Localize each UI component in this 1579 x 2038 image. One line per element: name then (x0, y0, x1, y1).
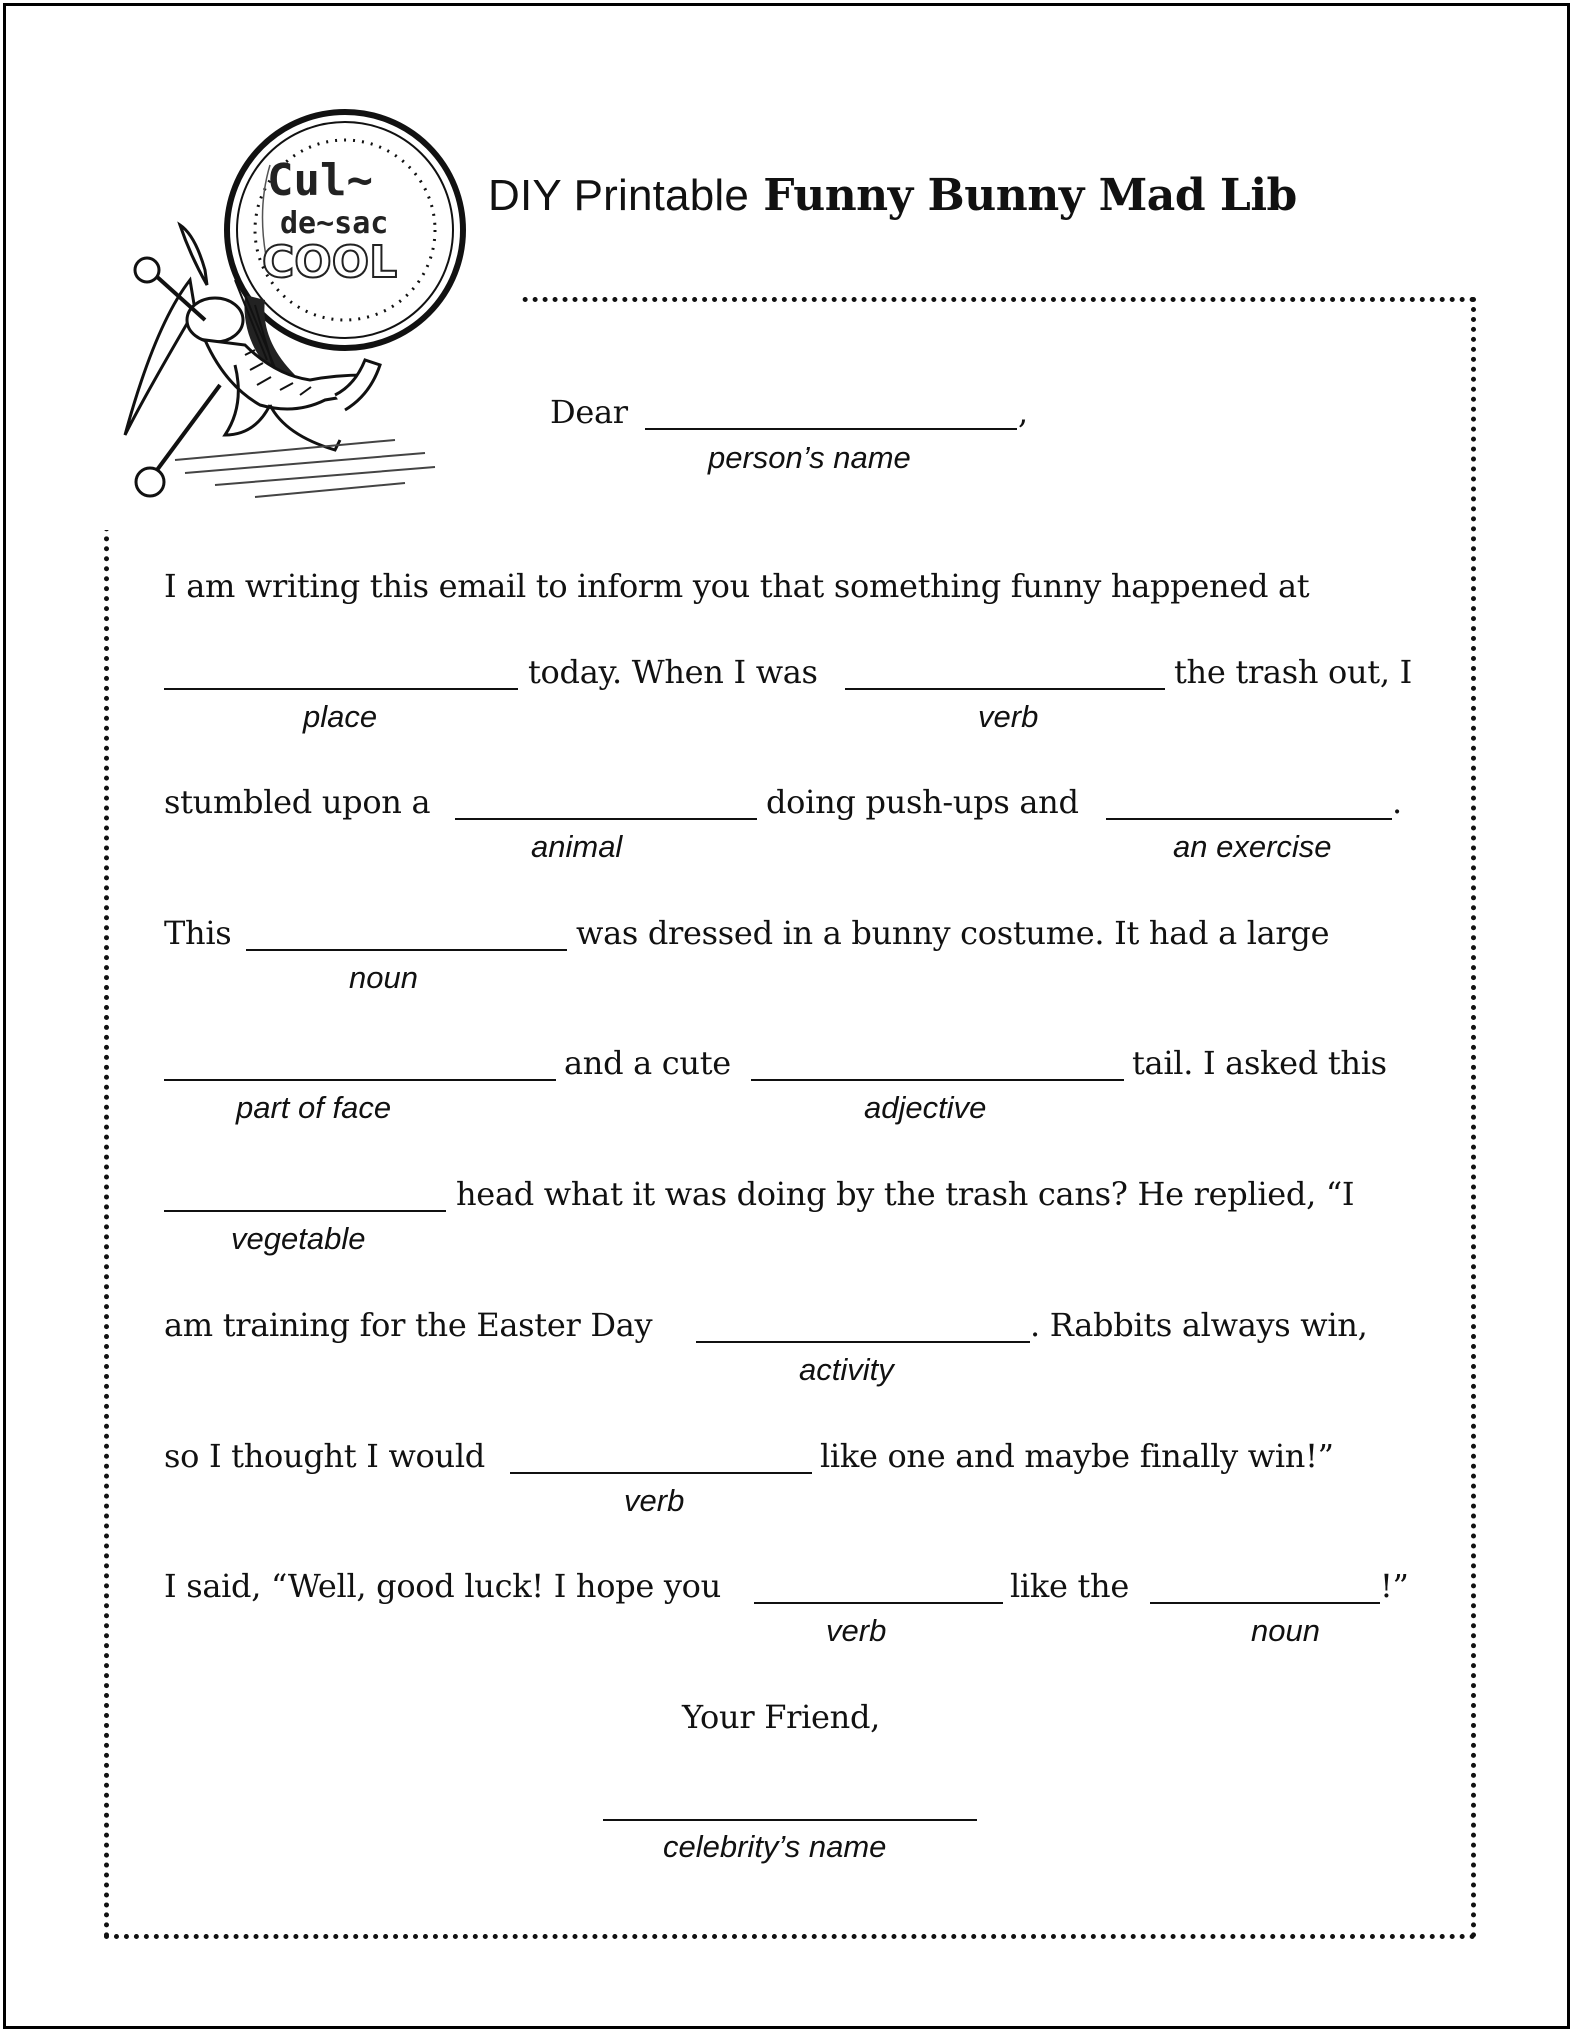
page-title (488, 170, 1297, 221)
blank-person-name[interactable] (645, 428, 1017, 430)
letter-line-2b: the trash out, I (1174, 653, 1412, 691)
letter-line-6a: head what it was doing by the trash cans? He replied, “I (456, 1175, 1355, 1213)
letter-line-9b: like the (1010, 1567, 1129, 1605)
hint-animal: animal (531, 829, 623, 864)
letter-line-3a: stumbled upon a (164, 783, 431, 821)
hint-adjective: adjective (864, 1090, 987, 1125)
letter-line-3c: . (1392, 783, 1402, 821)
title-prefix: DIY Printable (488, 171, 750, 220)
closing-text: Your Friend, (682, 1698, 881, 1736)
letter-line-4b: was dressed in a bunny costume. It had a large (576, 914, 1330, 952)
blank-vegetable[interactable] (164, 1210, 446, 1212)
logo-text-line2: de~sac (280, 206, 389, 241)
blank-verb-2[interactable] (510, 1472, 812, 1474)
logo-text-line3: COOL (262, 237, 398, 288)
blank-place[interactable] (164, 688, 518, 690)
blank-verb-1[interactable] (845, 688, 1165, 690)
bunny-drum-logo-icon (95, 105, 475, 525)
blank-adjective[interactable] (751, 1079, 1124, 1081)
hint-part-of-face: part of face (236, 1090, 392, 1125)
hint-vegetable: vegetable (231, 1221, 366, 1256)
blank-activity[interactable] (696, 1341, 1030, 1343)
letter-line-2a: today. When I was (528, 653, 818, 691)
hint-verb-3: verb (826, 1613, 887, 1648)
letter-line-8a: so I thought I would (164, 1437, 485, 1475)
hint-celebrity-name: celebrity’s name (663, 1829, 887, 1864)
hint-noun-1: noun (349, 960, 418, 995)
letter-line-9a: I said, “Well, good luck! I hope you (164, 1567, 721, 1605)
blank-animal[interactable] (455, 818, 757, 820)
blank-part-of-face[interactable] (164, 1079, 556, 1081)
letter-line-5b: tail. I asked this (1132, 1044, 1387, 1082)
title-bold: Funny Bunny Mad Lib (763, 170, 1297, 221)
letter-line-5a: and a cute (564, 1044, 731, 1082)
letter-line-1: I am writing this email to inform you that something funny happened at (164, 567, 1310, 605)
hint-noun-2: noun (1251, 1613, 1320, 1648)
letter-line-7b: . Rabbits always win, (1030, 1306, 1368, 1344)
blank-noun-1[interactable] (246, 949, 567, 951)
letter-line-8b: like one and maybe finally win!” (820, 1437, 1334, 1475)
blank-noun-2[interactable] (1150, 1602, 1380, 1604)
letter-line-9c: !” (1380, 1567, 1409, 1605)
blank-celebrity-name[interactable] (603, 1819, 977, 1821)
blank-verb-3[interactable] (754, 1602, 1003, 1604)
letter-line-4a: This (164, 914, 232, 952)
hint-person-name: person’s name (708, 440, 911, 475)
letter-line-3b: doing push-ups and (766, 783, 1079, 821)
hint-exercise: an exercise (1173, 829, 1332, 864)
hint-activity: activity (799, 1352, 894, 1387)
greeting-text: Dear (550, 393, 628, 431)
logo-text-line1: Cul~ (267, 155, 373, 206)
greeting-comma: , (1018, 393, 1028, 431)
hint-verb-1: verb (978, 699, 1039, 734)
letter-line-7a: am training for the Easter Day (164, 1306, 653, 1344)
blank-exercise[interactable] (1106, 818, 1392, 820)
hint-place: place (303, 699, 378, 734)
hint-verb-2: verb (624, 1483, 685, 1518)
